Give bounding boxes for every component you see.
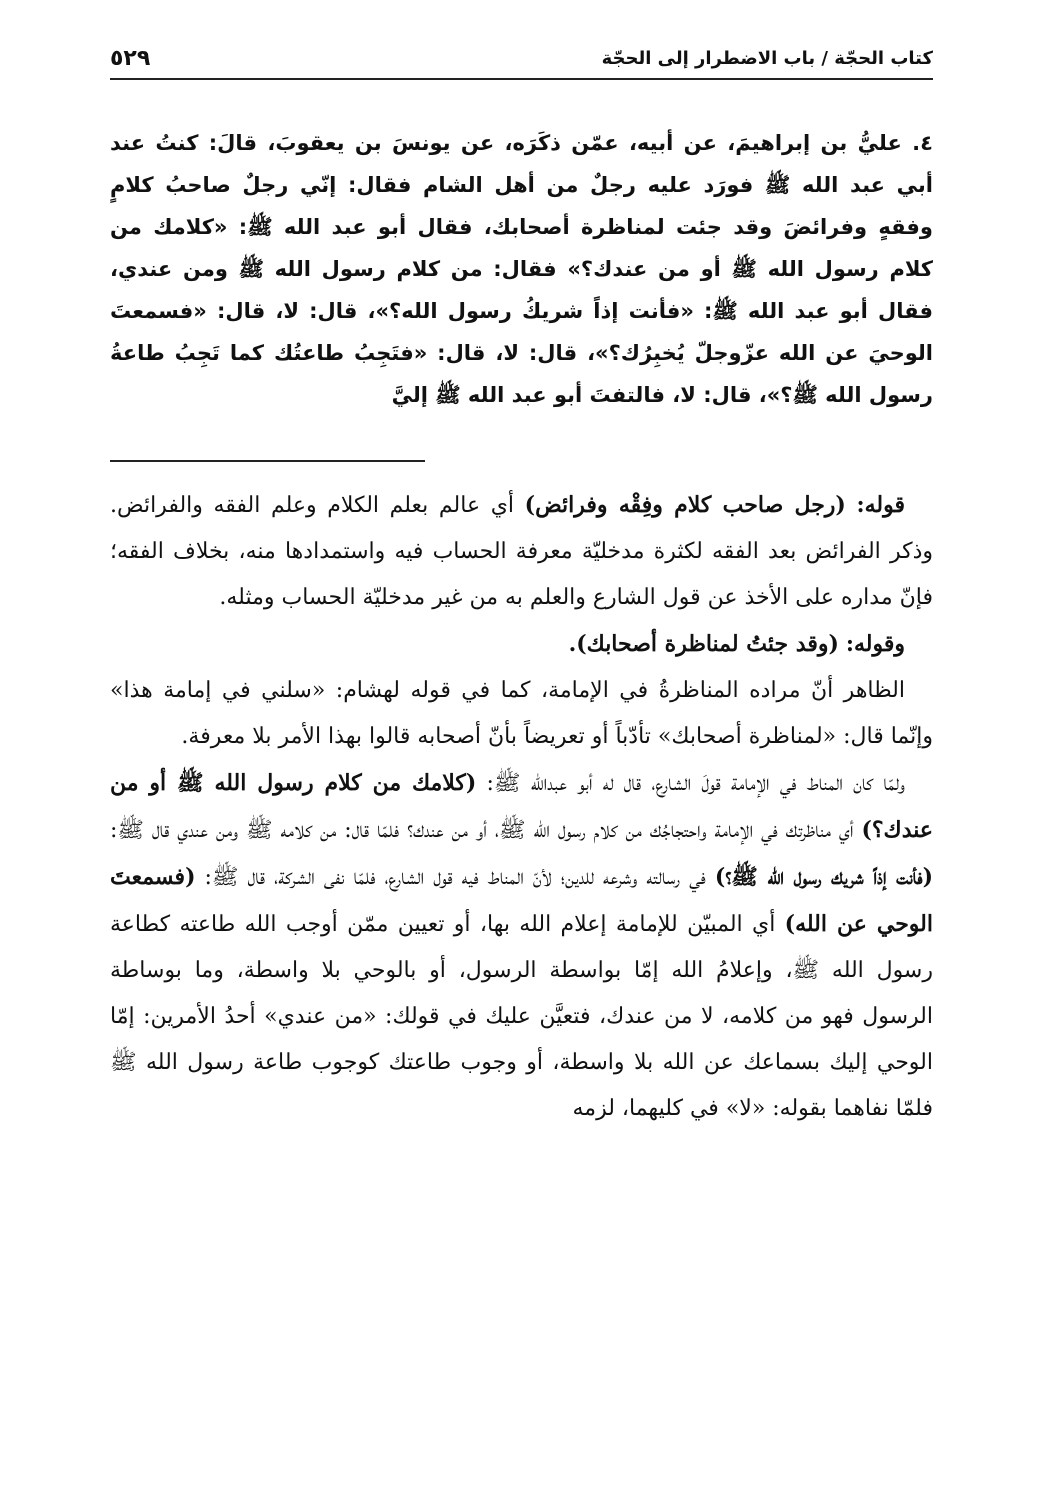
commentary-quote: (فسمعتَ الوحي عن الله) <box>110 864 933 937</box>
commentary-paragraph <box>110 760 933 1132</box>
running-title: كتاب الحجّة / باب الاضطرار إلى الحجّة <box>601 47 933 69</box>
commentary-quote: (رجل صاحب كلام وفِقْه وفرائض) <box>524 492 846 518</box>
commentary-text: الظاهر أنّ مراده المناظرةُ في الإمامة، كما في قوله لهشام: «سلني في إمامة هذا» وإنّما قال: «لمناظرة أصحابك» تأدّباً أو تعريضاً بأنّ أصحابه قالوا بهذا الأمر بلا معرفة. <box>110 678 933 749</box>
hadith-text: ٤. عليُّ بن إبراهيمَ، عن أبيه، عمّن ذكَرَه، عن يونسَ بن يعقوبَ، قالَ: كنتُ عند أبي عبد الله ﷺ فورَد عليه رجلٌ من أهل الشام فقال: إنّي رجلٌ صاحبُ كلامٍ وفقهٍ وفرائضَ وقد جئت لمناظرة أصحابك، فقال أبو عبد الله ﷺ: «كلامك من كلام رسول الله ﷺ أو من عندك؟» فقال: من كلام رسول الله ﷺ ومن عندي، فقال أبو عبد الله ﷺ: «فأنت إذاً شريكُ رسول الله؟»، قال: لا، قال: «فسمعتَ الوحيَ عن الله عزّوجلّ يُخبِرُك؟»، قال: لا، قال: «فتَجِبُ طاعتُك كما تَجِبُ طاعةُ رسول الله ﷺ؟»، قال: لا، فالتفتَ أبو عبد الله ﷺ إليَّ <box>110 131 933 407</box>
commentary-text: أي مناظرتك في الإمامة واحتجاجُك من كلام رسول الله ﷺ، أو من عندك؟ فلمّا قال: من كلامه ﷺ ومن عندي قال ﷺ: <box>110 818 854 843</box>
footnote-separator <box>110 460 425 462</box>
commentary-paragraph <box>110 668 933 760</box>
page-header <box>110 38 933 80</box>
commentary-text: ولمّا كان المناط في الإمامة قولَ الشارع، قال له أبو عبدالله ﷺ: <box>486 771 905 796</box>
commentary-paragraph <box>110 482 933 621</box>
page-number: ٥٢٩ <box>110 45 151 71</box>
commentary-label: قوله: <box>856 492 905 518</box>
commentary-quote: (كلامك من كلام رسول الله ﷺ أو من عندك؟) <box>110 770 934 843</box>
commentary-label: وقوله: <box>845 631 905 657</box>
commentary-text: في رسالته وشرعه للدين؛ لأنّ المناط فيه قول الشارع، فلمّا نفى الشركة، قال ﷺ: <box>204 865 706 890</box>
commentary <box>110 482 933 1132</box>
commentary-text: أي المبيّن للإمامة إعلام الله بها، أو تعيين ممّن أوجب الله طاعته كطاعة رسول الله ﷺ، وإعلامُ الله إمّا بواسطة الرسول، أو بالوحي بلا واسطة، وما بوساطة الرسول فهو من كلامه، لا من عندك، فتعيَّن عليك في قولك: «من عندي» أحدُ الأمرين: إمّا الوحي إليك بسماعك عن الله بلا واسطة، أو وجوب طاعتك كوجوب طاعة رسول الله ﷺ فلمّا نفاهما بقوله: «لا» في كليهما، لزمه <box>110 912 933 1121</box>
commentary-text: أي عالم بعلم الكلام وعلم الفقه والفرائض. وذكر الفرائض بعد الفقه لكثرة مدخليّة معرفة الحساب فيه واستمدادها منه، بخلاف الفقه؛ فإنّ مداره على الأخذ عن قول الشارع والعلم به من غير مدخليّة الحساب ومثله. <box>110 493 933 610</box>
commentary-paragraph <box>110 621 933 668</box>
commentary-quote: (فأنت إذاً شريك رسول الله ﷺ؟) <box>714 864 933 890</box>
commentary-quote: (وقد جئتُ لمناظرة أصحابك). <box>568 631 839 657</box>
